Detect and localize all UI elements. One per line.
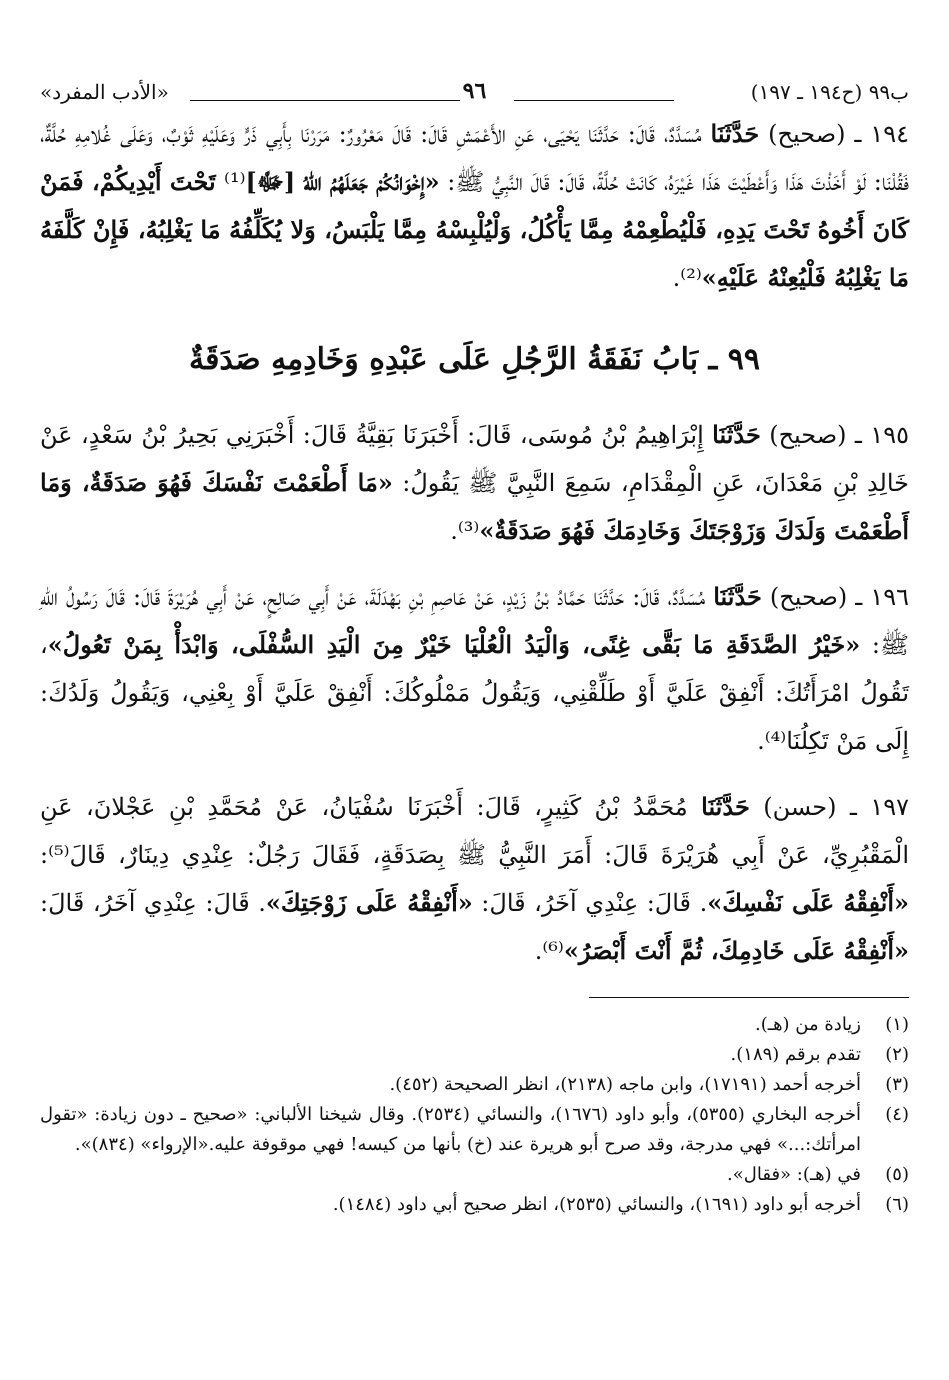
footnote-text: تقدم برقم (١٨٩). [730,1044,861,1065]
footnote [40,1070,909,1100]
running-header [40,70,909,110]
footnote-text: أخرجه أحمد (١٧١٩١)، وابن ماجه (٢١٣٨)، انظر الصحيحة (٤٥٢). [389,1074,861,1095]
page [40,70,909,1220]
footnote-text: أخرجه البخاري (٥٣٥٥)، وأبو داود (١٦٧٦)، والنسائي (٢٥٣٤). وقال شيخنا الألباني: «صحيح ـ دون زيادة: «تقول امرأتك:...» فهي مدرجة، وقد صرح أبو هريرة عند (خ) بأنها من كيسه! فهي موقوفة عليه.«الإرواء» (٨٣٤)». [40,1104,862,1155]
footnote [40,1160,909,1190]
narration-keyword: حَدَّثَنَا [701,792,750,821]
footnote [40,1190,909,1220]
prophetic-text: تَحْتَ أَيْدِيكُمْ، فَمَنْ كَانَ أَخُوهُ تَحْتَ يَدِهِ، فَلْيُطْعِمْهُ مِمَّا يَأْكُلُ، وَلْيُلْبِسْهُ مِمَّا يَلْبَسُ، وَلا يُكَلِّفُهُ مَا يَغْلِبُهُ، فَإِنْ كَلَّفَهُ مَا يَغْلِبُهُ فَلْيُعِنْهُ عَلَيْهِ» [40,167,909,292]
hadith-196 [40,573,909,765]
prophetic-text: «أَنْفِقْهُ عَلَى زَوْجَتِكَ» [265,888,473,917]
footnote-text: في (هـ): «فقال». [727,1164,861,1185]
footnote-text: زيادة من (هـ). [755,1014,861,1035]
narration-text: . قَالَ: عِنْدِي آخَرُ، قَالَ: [40,889,266,917]
footnote-ref[interactable]: ⁽⁵⁾ [48,841,70,869]
hadith-197 [40,783,909,975]
hadith-194 [40,110,909,302]
footnote-number: (١) [885,1014,909,1035]
prophetic-text: «أَنْفِقْهُ عَلَى خَادِمِكَ، ثُمَّ أَنْتَ أَبْصَرُ» [563,936,909,965]
hadith-number: ١٩٦ ـ (صحيح) [761,583,910,611]
narration-keyword: حَدَّثَنَا [713,582,762,611]
footnote-number: (٢) [885,1044,909,1065]
footnote-number: (٦) [885,1194,909,1215]
footnote-ref[interactable]: ⁽¹⁾ [224,168,246,196]
footnote-text: أخرجه أبو داود (١٦٩١)، والنسائي (٢٥٣٥)، انظر صحيح أبي داود (١٤٨٤). [332,1194,861,1215]
footnote-ref[interactable]: ⁽⁴⁾. [757,727,787,755]
page-number: ٩٦ [462,78,487,104]
hadith-195 [40,411,909,555]
footnote [40,1100,909,1160]
footnote-number: (٤) [885,1104,909,1125]
prophetic-text: «مَا أَطْعَمْتَ نَفْسَكَ فَهُوَ صَدَقَةٌ، وَمَا أَطْعَمْتَ وَلَدَكَ وَزَوْجَتَكَ وَخَادِمَكَ فَهُوَ صَدَقَةٌ» [40,468,909,545]
prophetic-text: «إِخْوَانُكُمْ جَعَلَهُمُ اللهُ [ﷻ] [245,167,440,196]
narration-text: : [40,841,49,869]
footnote-ref[interactable]: ⁽³⁾. [450,517,480,545]
narration-text: . قَالَ: عِنْدِي آخَرُ، قَالَ: [472,889,708,917]
chapter-heading: ٩٩ ـ بَابُ نَفَقَةُ الرَّجُلِ عَلَى عَبْدِهِ وَخَادِمِهِ صَدَقَةٌ [189,342,760,377]
hadith-number: ١٩٤ ـ (صحيح) [759,120,909,148]
footnotes [40,1010,909,1220]
hadith-number: ١٩٧ ـ (حسن) [749,793,909,821]
header-rule [514,100,674,101]
footnote-number: (٣) [885,1074,909,1095]
isnad: مُسَدَّدٌ، قَالَ: حَدَّثَنَا حَمَّادُ بْنُ زَيْدٍ، عَنْ عَاصِمِ بْنِ بَهْدَلَةَ، عَنْ أَبِي صَالِحٍ، عَنْ أَبِي هُرَيْرَةَ قَالَ: قَالَ رَسُولُ اللهِ ﷺ: [40,583,909,659]
prophetic-text: «أَنْفِقْهُ عَلَى نَفْسِكَ» [707,888,910,917]
chapter-range: ب٩٩ (ح١٩٤ ـ ١٩٧) [750,80,909,104]
narration-text: ، تَقُولُ امْرَأَتُكَ: أَنْفِقْ عَلَيَّ أَوْ طَلِّقْنِي، وَيَقُولُ مَمْلُوكُكَ: أَنْفِقْ عَلَيَّ أَوْ بِعْنِي، وَيَقُولُ وَلَدُكَ: إِلَى مَنْ تَكِلُنَا [40,631,910,755]
book-title: «الأدب المفرد» [40,80,169,104]
prophetic-text: «خَيْرُ الصَّدَقَةِ مَا بَقَّى غِنًى، وَالْيَدُ الْعُلْيَا خَيْرٌ مِنَ الْيَدِ السُّفْلَى، وَابْدَأْ بِمَنْ تَعُولُ» [47,630,861,659]
isnad: مُحَمَّدُ بْنُ كَثِيرٍ، قَالَ: أَخْبَرَنَا سُفْيَانُ، عَنْ مُحَمَّدِ بْنِ عَجْلانَ، عَنِ الْمَقْبُرِيِّ، عَنْ أَبِي هُرَيْرَةَ قَالَ: أَمَرَ النَّبِيُّ ﷺ بِصَدَقَةٍ، فَقَالَ رَجُلٌ: عِنْدِي دِينَارٌ، قَالَ [40,793,909,869]
header-rule [190,100,460,101]
isnad: مُسَدَّدٌ، قَالَ: حَدَّثَنَا يَحْيَى، عَنِ الأَعْمَشِ قَالَ: قَالَ مَعْرُورٌ: مَرَرْنَا بِأَبِي ذَرٍّ وَعَلَيْهِ ثَوْبٌ، وَعَلَى غُلامِهِ حُلَّةٌ، فَقُلْنَا: لَوْ أَخَذْتَ هَذَا وَأَعْطَيْتَ هَذَا غَيْرَهُ، كَانَتْ حُلَّةً، قَالَ: قَالَ النَّبِيُّ ﷺ: [40,120,909,196]
hadith-number: ١٩٥ ـ (صحيح) [760,421,909,449]
narration-keyword: حَدَّثَنَا [710,119,760,148]
footnote-ref[interactable]: ⁽⁶⁾. [534,937,564,965]
narration-keyword: حَدَّثَنَا [712,420,761,449]
footnote [40,1010,909,1040]
isnad: إِبْرَاهِيمُ بْنُ مُوسَى، قَالَ: أَخْبَرَنَا بَقِيَّةُ قَالَ: أَخْبَرَنِي بَحِيرُ بْنُ سَعْدٍ، عَنْ خَالِدِ بْنِ مَعْدَانَ، عَنِ الْمِقْدَامِ، سَمِعَ النَّبِيَّ ﷺ يَقُولُ: [40,421,910,497]
footnote-number: (٥) [885,1164,909,1185]
footnote-ref[interactable]: ⁽²⁾. [672,264,702,292]
footnote-separator [589,997,909,998]
footnote [40,1040,909,1070]
